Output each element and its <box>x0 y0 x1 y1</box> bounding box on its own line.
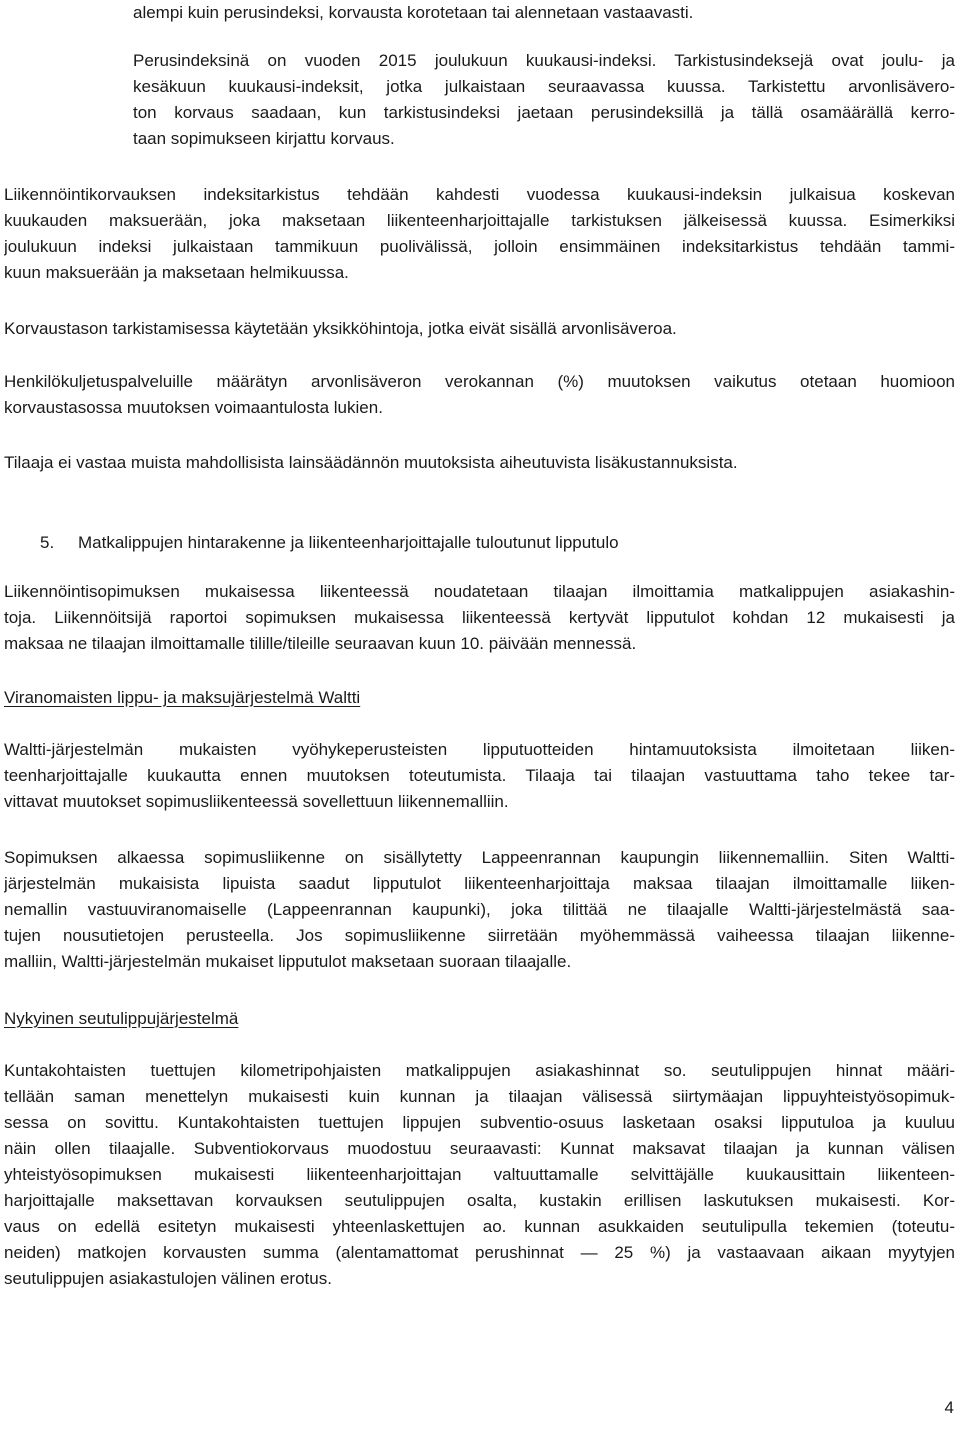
text-line: alempi kuin perusindeksi, korvausta korotetaan tai alennetaan vastaavasti. <box>133 3 694 22</box>
text-line: harjoittajalle maksettavan korvauksen seutulippujen osalta, kustakin erillisen laskutuksen mukaisesti. Kor- <box>4 1191 955 1210</box>
text-line: toja. Liikennöitsijä raportoi sopimuksen mukaisessa liikenteessä kertyvät lipputulot kohdan 12 mukaisesti ja <box>4 608 955 627</box>
text-line: seutulippujen asiakastulojen välinen erotus. <box>4 1269 332 1288</box>
section-title: Matkalippujen hintarakenne ja liikenteenharjoittajalle tuloutunut lipputulo <box>78 533 619 552</box>
paragraph-ticket-prices <box>4 579 955 657</box>
text-line: joulukuun indeksi julkaistaan tammikuun puolivälissä, jolloin ensimmäinen indeksitarkistus tehdään tammi- <box>4 237 955 256</box>
text-line: vittavat muutokset sopimusliikenteessä sovellettuun liikennemalliin. <box>4 792 509 811</box>
text-line: nemallin vastuuviranomaiselle (Lappeenrannan kaupunki), joka tilittää ne tilaajalle Waltti-järjestelmästä saa- <box>4 900 955 919</box>
paragraph-base-index <box>133 48 955 152</box>
page-number: 4 <box>944 1398 954 1417</box>
text-line: näin ollen tilaajalle. Subventiokorvaus muodostuu seuraavasti: Kunnat maksavat tilaajan ja kunnan välisen <box>4 1139 955 1158</box>
paragraph-waltti-revenue <box>4 845 955 975</box>
paragraph-vat-change <box>4 369 955 421</box>
text-line: kuun maksuerään ja maksetaan helmikuussa. <box>4 263 349 282</box>
text-line: Henkilökuljetuspalveluille määrätyn arvonlisäveron verokannan (%) muutoksen vaikutus otetaan huomioon <box>4 372 955 391</box>
text-line: taan sopimukseen kirjattu korvaus. <box>133 129 395 148</box>
text-line: vaus on edellä esitetyn mukaisesti yhteenlaskettujen ao. kunnan asukkaiden seutulipulla tekemien (toteutu- <box>4 1217 955 1236</box>
text-line: Perusindeksinä on vuoden 2015 joulukuun kuukausi-indeksi. Tarkistusindeksejä ovat joulu- ja <box>133 51 955 70</box>
text-line: yhteistyösopimuksen mukaisesti liikenteenharjoittajan valtuuttamalle selvittäjälle kuukausittain liikenteen- <box>4 1165 955 1184</box>
text-line: Kuntakohtaisten tuettujen kilometripohjaisten matkalippujen asiakashinnat so. seutulippujen hinnat määri- <box>4 1061 955 1080</box>
text-line: sessa on sovittu. Kuntakohtaisten tuettujen lippujen subventio-osuus lasketaan osaksi lipputuloa ja kuuluu <box>4 1113 955 1132</box>
text-line: maksaa ne tilaajan ilmoittamalle tilille/tileille seuraavan kuun 10. päivään mennessä. <box>4 634 637 653</box>
text-line: kesäkuun kuukausi-indeksit, jotka julkaistaan seuraavassa kuussa. Tarkistettu arvonlisävero- <box>133 77 955 96</box>
text-line: Liikennöintikorvauksen indeksitarkistus tehdään kahdesti vuodessa kuukausi-indeksin julkaisua koskevan <box>4 185 955 204</box>
paragraph-waltti-prices <box>4 737 955 815</box>
text-line: tujen nousutietojen perusteella. Jos sopimusliikenne siirretään myöhemmässä vaiheessa tilaajan liikenne- <box>4 926 955 945</box>
text-line: Waltti-järjestelmän mukaisten vyöhykeperusteisten lipputuotteiden hintamuutoksista ilmoitetaan liiken- <box>4 740 955 759</box>
paragraph-continuation <box>133 0 955 26</box>
text-line: kuukauden maksuerään, joka maksetaan liikenteenharjoittajalle tarkistuksen jälkeisessä kuussa. Esimerkiksi <box>4 211 955 230</box>
text-line: ton korvaus saadaan, kun tarkistusindeksi jaetaan perusindeksillä ja tällä osamäärällä kerro- <box>133 103 955 122</box>
text-line: neiden) matkojen korvausten summa (alentamattomat perushinnat — 25 %) ja vastaavaan aikaan myytyjen <box>4 1243 955 1262</box>
paragraph-unit-prices <box>4 316 955 342</box>
subheading-waltti: Viranomaisten lippu- ja maksujärjestelmä Waltti <box>4 688 361 707</box>
text-line: korvaustasossa muutoksen voimaantulosta lukien. <box>4 398 383 417</box>
subheading-regional-ticket: Nykyinen seutulippujärjestelmä <box>4 1009 239 1028</box>
paragraph-legislation <box>4 450 955 476</box>
text-line: teenharjoittajalle kuukautta ennen muutoksen toteutumista. Tilaaja tai tilaajan vastuuttama taho tekee tar- <box>4 766 955 785</box>
text-line: Tilaaja ei vastaa muista mahdollisista lainsäädännön muutoksista aiheutuvista lisäkustannuksista. <box>4 453 738 472</box>
paragraph-regional-ticket <box>4 1058 955 1292</box>
text-line: Sopimuksen alkaessa sopimusliikenne on sisällytetty Lappeenrannan kaupungin liikennemalliin. Siten Waltti- <box>4 848 955 867</box>
text-line: malliin, Waltti-järjestelmän mukaiset lipputulot maksetaan suoraan tilaajalle. <box>4 952 572 971</box>
section-heading <box>40 530 619 556</box>
text-line: tellään saman menettelyn mukaisesti kuin kunnan ja tilaajan välisessä siirtymäajan lippuyhteistyösopimuk- <box>4 1087 955 1106</box>
text-line: Liikennöintisopimuksen mukaisessa liikenteessä noudatetaan tilaajan ilmoittamia matkalippujen asiakashin- <box>4 582 955 601</box>
text-line: Korvaustason tarkistamisessa käytetään yksikköhintoja, jotka eivät sisällä arvonlisäveroa. <box>4 319 677 338</box>
section-number: 5. <box>40 533 55 552</box>
paragraph-index-revision <box>4 182 955 286</box>
text-line: järjestelmän mukaisista lipuista saadut lipputulot liikenteenharjoittaja maksaa tilaajan ilmoittamalle liiken- <box>4 874 955 893</box>
